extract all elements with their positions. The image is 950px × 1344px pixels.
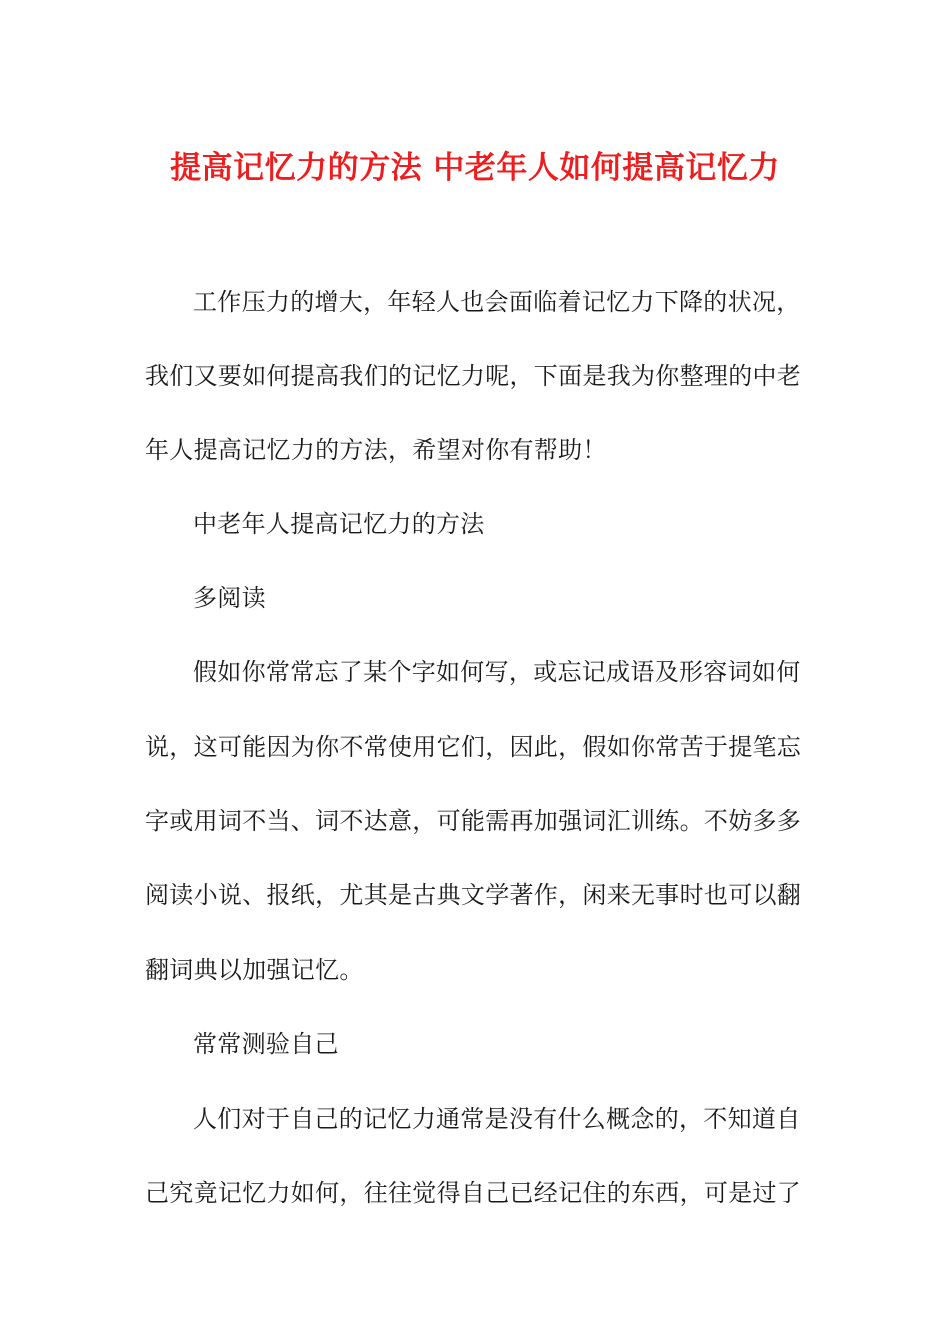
paragraph-line: 假如你常常忘了某个字如何写，或忘记成语及形容词如何: [193, 658, 801, 686]
paragraph-line: 说，这可能因为你不常使用它们，因此，假如你常苦于提笔忘: [145, 733, 802, 761]
paragraph-line: 人们对于自己的记忆力通常是没有什么概念的，不知道自: [193, 1105, 801, 1133]
subsection-heading: 常常测验自己: [193, 1030, 339, 1058]
paragraph-line: 己究竟记忆力如何，往往觉得自己已经记住的东西，可是过了: [145, 1179, 802, 1207]
subsection-heading: 多阅读: [193, 584, 266, 612]
paragraph-line: 年人提高记忆力的方法，希望对你有帮助！: [145, 436, 607, 464]
paragraph-line: 字或用词不当、词不达意，可能需再加强词汇训练。不妨多多: [145, 807, 802, 835]
paragraph-line: 我们又要如何提高我们的记忆力呢，下面是我为你整理的中老: [145, 362, 802, 390]
section-heading: 中老年人提高记忆力的方法: [193, 510, 485, 538]
paragraph-line: 工作压力的增大，年轻人也会面临着记忆力下降的状况，: [193, 288, 801, 316]
document-title: 提高记忆力的方法 中老年人如何提高记忆力: [170, 150, 780, 186]
paragraph-line: 翻词典以加强记忆。: [145, 956, 364, 984]
paragraph-line: 阅读小说、报纸，尤其是古典文学著作，闲来无事时也可以翻: [145, 881, 802, 909]
